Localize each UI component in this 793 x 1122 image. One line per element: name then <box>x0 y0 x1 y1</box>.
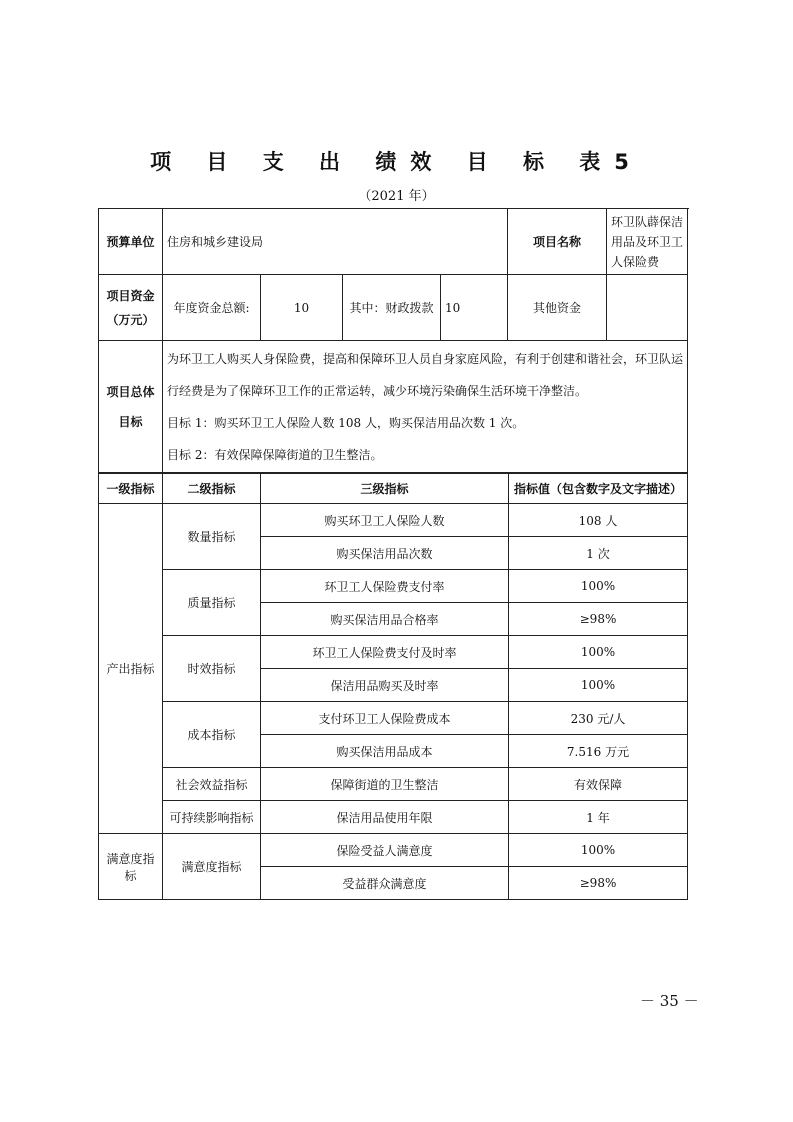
table-row <box>99 768 688 801</box>
level3-cell: 支付环卫工人保险费成本 <box>261 702 509 735</box>
level3-cell: 保洁用品使用年限 <box>261 801 509 834</box>
goal-label: 项目总体目标 <box>99 341 163 474</box>
level2-social-benefit: 社会效益指标 <box>163 768 261 801</box>
value-cell: 7.516 万元 <box>509 735 688 768</box>
level2-quality: 质量指标 <box>163 570 261 636</box>
annual-total-value: 10 <box>261 275 343 341</box>
table-row <box>99 636 688 669</box>
table-row <box>99 834 688 867</box>
annual-total-label: 年度资金总额: <box>163 275 261 341</box>
level3-cell: 受益群众满意度 <box>261 867 509 900</box>
value-cell: ≥98% <box>509 867 688 900</box>
level2-cost: 成本指标 <box>163 702 261 768</box>
budget-unit-value: 住房和城乡建设局 <box>163 209 508 275</box>
fiscal-value: 10 <box>441 275 508 341</box>
table-row <box>99 504 688 537</box>
level1-satisfaction: 满意度指标 <box>99 834 163 900</box>
level3-cell: 环卫工人保险费支付率 <box>261 570 509 603</box>
value-cell: 1 次 <box>509 537 688 570</box>
header-level2: 二级指标 <box>163 473 261 504</box>
header-level3: 三级指标 <box>261 473 509 504</box>
header-level1: 一级指标 <box>99 473 163 504</box>
value-cell: ≥98% <box>509 603 688 636</box>
fund-row <box>99 275 688 341</box>
goal-line: 目标 1：购买环卫工人保险人数 108 人，购买保洁用品次数 1 次。 <box>167 416 525 430</box>
other-funds-value <box>607 275 688 341</box>
goal-row <box>99 341 688 474</box>
fiscal-label: 其中：财政拨款 <box>343 275 441 341</box>
value-cell: 108 人 <box>509 504 688 537</box>
level2-timeliness: 时效指标 <box>163 636 261 702</box>
page-number: － 35 － <box>640 992 699 1010</box>
page-title: 项 目 支 出 绩效 目 标 表5 <box>150 150 643 174</box>
value-cell: 230 元/人 <box>509 702 688 735</box>
year-label: （2021 年） <box>358 189 435 204</box>
table-row <box>99 702 688 735</box>
goal-text <box>163 341 688 474</box>
level3-cell: 购买保洁用品成本 <box>261 735 509 768</box>
value-cell: 有效保障 <box>509 768 688 801</box>
goal-line: 为环卫工人购买人身保险费，提高和保障环卫人员自身家庭风险，有利于创建和谐社会，环卫队运行经费是为了保障环卫工作的正常运转，减少环境污染确保生活环境干净整洁。 <box>167 352 684 398</box>
level3-cell: 保险受益人满意度 <box>261 834 509 867</box>
indicators-table <box>98 472 688 900</box>
value-cell: 1 年 <box>509 801 688 834</box>
level2-satisfaction: 满意度指标 <box>163 834 261 900</box>
value-cell: 100% <box>509 669 688 702</box>
value-cell: 100% <box>509 636 688 669</box>
indicators-header-row <box>99 473 688 504</box>
project-info-table <box>98 208 688 474</box>
level3-cell: 保洁用品购买及时率 <box>261 669 509 702</box>
goal-line: 目标 2：有效保障保障街道的卫生整洁。 <box>167 448 383 462</box>
level3-cell: 购买保洁用品次数 <box>261 537 509 570</box>
header-value: 指标值（包含数字及文字描述） <box>509 473 688 504</box>
value-cell: 100% <box>509 570 688 603</box>
level3-cell: 保障街道的卫生整洁 <box>261 768 509 801</box>
level3-cell: 购买保洁用品合格率 <box>261 603 509 636</box>
budget-unit-label: 预算单位 <box>99 209 163 275</box>
fund-label: 项目资金（万元） <box>99 275 163 341</box>
value-cell: 100% <box>509 834 688 867</box>
project-name-label: 项目名称 <box>508 209 607 275</box>
budget-unit-row <box>99 209 688 275</box>
table-row <box>99 570 688 603</box>
level1-output: 产出指标 <box>99 504 163 834</box>
table-row <box>99 801 688 834</box>
level3-cell: 购买环卫工人保险人数 <box>261 504 509 537</box>
level2-sustainability: 可持续影响指标 <box>163 801 261 834</box>
level2-quantity: 数量指标 <box>163 504 261 570</box>
other-funds-label: 其他资金 <box>508 275 607 341</box>
project-name-value: 环卫队薜保洁用品及环卫工人保险费 <box>607 209 688 275</box>
level3-cell: 环卫工人保险费支付及时率 <box>261 636 509 669</box>
